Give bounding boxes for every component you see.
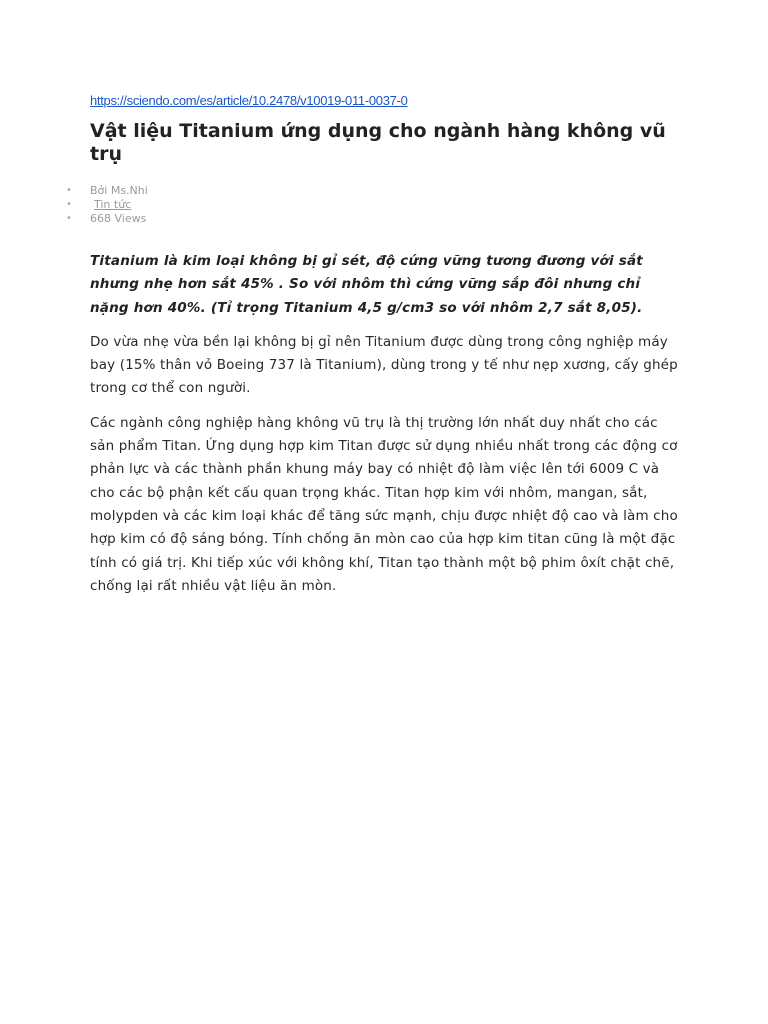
article-title: Vật liệu Titanium ứng dụng cho ngành hàng không vũ trụ [90, 120, 666, 165]
meta-author [66, 184, 680, 198]
meta-views [66, 212, 680, 226]
author-label: Bởi Ms.Nhi [90, 184, 148, 197]
category-link[interactable]: Tin tức [94, 198, 132, 211]
body-paragraph: Do vừa nhẹ vừa bền lại không bị gỉ nên Titanium được dùng trong công nghiệp máy bay (15% thân vỏ Boeing 737 là Titanium), dùng trong y tế như nẹp xương, cấy ghép trong cơ thể con người. [90, 333, 678, 397]
source-link[interactable]: https://sciendo.com/es/article/10.2478/v10019-011-0037-0 [90, 93, 408, 108]
views-count: 668 Views [90, 212, 147, 225]
bullet-icon: • [66, 185, 72, 196]
body-paragraph: Các ngành công nghiệp hàng không vũ trụ là thị trường lớn nhất duy nhất cho các sản phẩm Titan. Ứng dụng hợp kim Titan được sử dụng nhiều nhất trong các động cơ phản lực và các thành phần khung máy bay có nhiệt độ làm việc lên tới 6009 C và cho các bộ phận kết cấu quan trọng khác. Titan hợp kim với nhôm, mangan, sắt, molypden và các kim loại khác để tăng sức mạnh, chịu được nhiệt độ cao và làm cho hợp kim có độ sáng bóng. Tính chống ăn mòn cao của hợp kim titan cũng là một đặc tính có giá trị. Khi tiếp xúc với không khí, Titan tạo thành một bộ phim ôxít chặt chẽ, chống lại rất nhiều vật liệu ăn mòn. [90, 414, 678, 594]
meta-category [66, 198, 680, 212]
article-meta [66, 184, 680, 226]
article [66, 90, 680, 598]
bullet-icon: • [66, 199, 72, 210]
bullet-icon: • [66, 213, 72, 224]
lead-paragraph: Titanium là kim loại không bị gỉ sét, độ cứng vững tương đương với sắt nhưng nhẹ hơn sắt 45% . So với nhôm thì cứng vững sắp đôi nhưng chỉ nặng hơn 40%. (Tỉ trọng Titanium 4,5 g/cm3 so với nhôm 2,7 sắt 8,05). [90, 253, 643, 316]
